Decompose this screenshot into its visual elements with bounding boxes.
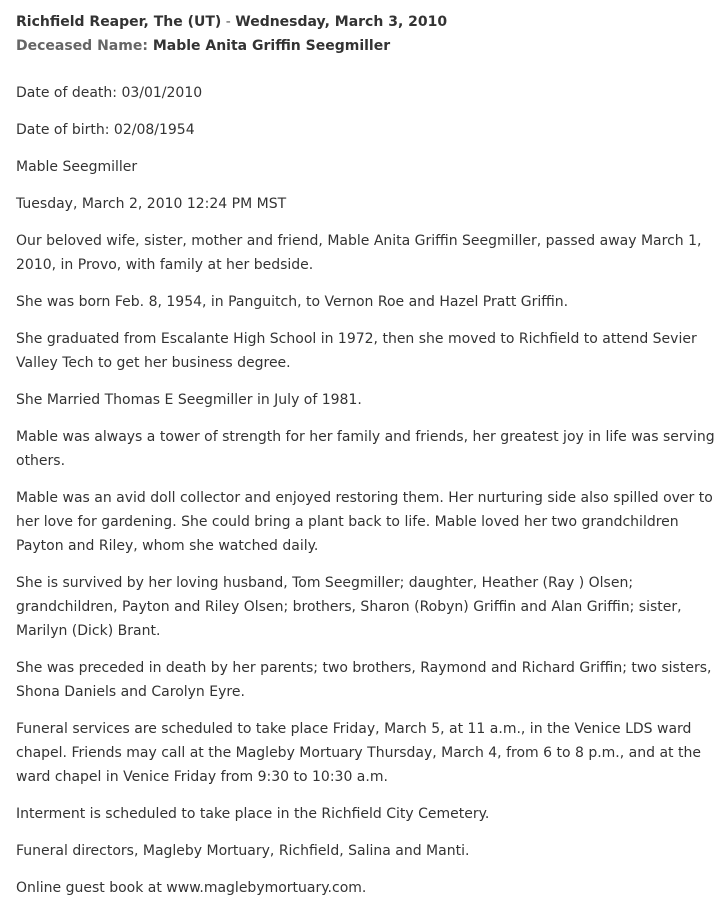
obituary-body [16,81,716,900]
short-name: Mable Seegmiller [16,159,138,175]
paragraph-directors: Funeral directors, Magleby Mortuary, Richfield, Salina and Manti. [16,843,470,859]
paragraph-guestbook: Online guest book at www.maglebymortuary.com. [16,880,367,896]
deceased-name-line [16,34,716,58]
paragraph-marriage: She Married Thomas E Seegmiller in July of 1981. [16,392,362,408]
deceased-name-label: Deceased Name: [16,38,148,54]
paragraph-preceded: She was preceded in death by her parents; two brothers, Raymond and Richard Griffin; two sisters, Shona Daniels and Carolyn Eyre. [16,660,712,700]
date-of-birth: Date of birth: 02/08/1954 [16,122,195,138]
deceased-name-value: Mable Anita Griffin Seegmiller [152,38,391,54]
paragraph-birth: She was born Feb. 8, 1954, in Panguitch, to Vernon Roe and Hazel Pratt Griffin. [16,294,569,310]
publication-name: Richfield Reaper, The (UT) [16,14,222,30]
paragraph-passing: Our beloved wife, sister, mother and friend, Mable Anita Griffin Seegmiller, passed away March 1, 2010, in Provo, with family at her bedside. [16,233,702,273]
paragraph-education: She graduated from Escalante High School in 1972, then she moved to Richfield to attend Sevier Valley Tech to get her business degree. [16,331,697,371]
paragraph-survivors: She is survived by her loving husband, Tom Seegmiller; daughter, Heather (Ray ) Olsen; grandchildren, Payton and Riley Olsen; brothers, Sharon (Robyn) Griffin and Alan Griffin; sister, Marilyn (Dick) Brant. [16,575,682,639]
paragraph-character: Mable was always a tower of strength for her family and friends, her greatest joy in life was serving others. [16,429,715,469]
publication-header [16,10,716,34]
paragraph-services: Funeral services are scheduled to take place Friday, March 5, at 11 a.m., in the Venice LDS ward chapel. Friends may call at the Magleby Mortuary Thursday, March 4, from 6 to 8 p.m., and at the ward chapel in Venice Friday from 9:30 to 10:30 a.m. [16,721,701,785]
publication-date: Wednesday, March 3, 2010 [235,14,448,30]
date-of-death: Date of death: 03/01/2010 [16,85,203,101]
paragraph-interment: Interment is scheduled to take place in the Richfield City Cemetery. [16,806,490,822]
header-separator: - [221,14,236,30]
paragraph-hobbies: Mable was an avid doll collector and enjoyed restoring them. Her nurturing side also spilled over to her love for gardening. She could bring a plant back to life. Mable loved her two grandchildren Payton and Riley, whom she watched daily. [16,490,713,554]
posted-timestamp: Tuesday, March 2, 2010 12:24 PM MST [16,196,287,212]
